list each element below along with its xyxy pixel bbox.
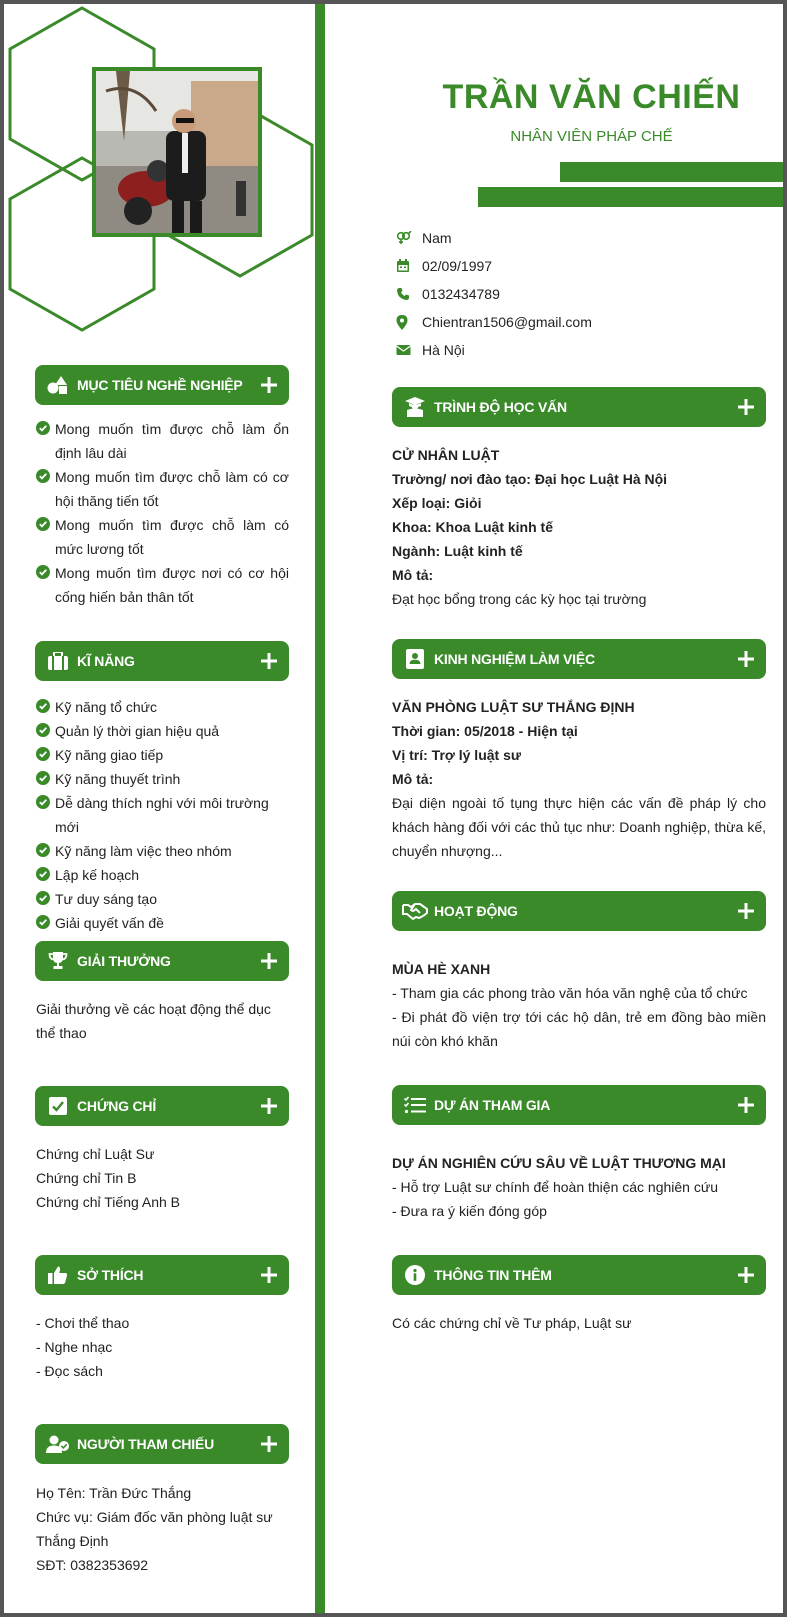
check-circle-icon: [35, 843, 51, 857]
list-item: Giải quyết vấn đề: [35, 911, 295, 935]
reference-name: Họ Tên: Trần Đức Thắng: [36, 1485, 192, 1501]
section-header-awards: GIẢI THƯỞNG: [35, 941, 289, 981]
check-circle-icon: [35, 565, 51, 579]
add-button[interactable]: [249, 653, 289, 669]
contact-info: [396, 224, 756, 364]
add-button[interactable]: [249, 377, 289, 393]
list-item: Mong muốn tìm được chỗ làm ổn định lâu dài: [35, 417, 289, 465]
list-item: Quản lý thời gian hiệu quả: [35, 719, 295, 743]
section-header-activities: HOẠT ĐỘNG: [392, 891, 766, 931]
add-button[interactable]: [726, 651, 766, 667]
add-button[interactable]: [726, 1097, 766, 1113]
id-card-icon: [396, 649, 434, 669]
list-item: Tư duy sáng tạo: [35, 887, 295, 911]
experience-desc-label: Mô tả:: [392, 771, 434, 787]
list-item: Kỹ năng giao tiếp: [35, 743, 295, 767]
section-header-more-info: THÔNG TIN THÊM: [392, 1255, 766, 1295]
list-item: Chứng chỉ Tiếng Anh B: [36, 1194, 181, 1210]
activities-details: [392, 957, 766, 1053]
list-item: Kỹ năng làm việc theo nhóm: [35, 839, 295, 863]
list-item: - Nghe nhạc: [36, 1339, 113, 1355]
contact-text: Chientran1506@gmail.com: [422, 314, 592, 330]
section-header-education: TRÌNH ĐỘ HỌC VẤN: [392, 387, 766, 427]
check-circle-icon: [35, 723, 51, 737]
list-item: - Đọc sách: [36, 1363, 103, 1379]
mail-icon: [396, 344, 422, 356]
add-button[interactable]: [726, 399, 766, 415]
section-header-projects: DỰ ÁN THAM GIA: [392, 1085, 766, 1125]
contact-phone: [396, 280, 756, 308]
add-button[interactable]: [249, 1267, 289, 1283]
education-details: [392, 443, 766, 611]
candidate-name: TRẦN VĂN CHIẾN: [442, 78, 741, 116]
list-item: - Đưa ra ý kiến đóng góp: [392, 1203, 547, 1219]
location-icon: [396, 315, 422, 330]
check-circle-icon: [35, 867, 51, 881]
check-circle-icon: [35, 421, 51, 435]
calendar-icon: [396, 259, 422, 273]
certificates-list: [36, 1142, 290, 1214]
decor-bar: [478, 187, 786, 207]
profile-photo: [92, 67, 262, 237]
project-name: DỰ ÁN NGHIÊN CỨU SÂU VỀ LUẬT THƯƠNG MẠI: [392, 1155, 726, 1171]
section-header-experience: KINH NGHIỆM LÀM VIỆC: [392, 639, 766, 679]
thumbs-up-icon: [39, 1265, 77, 1285]
list-item: Lập kế hoạch: [35, 863, 295, 887]
education-major: Ngành: Luật kinh tế: [392, 543, 523, 559]
job-title: NHÂN VIÊN PHÁP CHẾ: [510, 128, 673, 145]
list-item: Mong muốn tìm được nơi có cơ hội cống hiến bản thân tốt: [35, 561, 289, 609]
check-circle-icon: [35, 469, 51, 483]
shapes-icon: [39, 376, 77, 394]
list-item: Chứng chỉ Luật Sư: [36, 1146, 155, 1162]
reference-info: [36, 1481, 276, 1577]
list-item: - Tham gia các phong trào văn hóa văn nghệ của tổ chức: [392, 985, 748, 1001]
contact-email: [396, 308, 756, 336]
reference-phone: SĐT: 0382353692: [36, 1557, 149, 1573]
education-desc: Đạt học bổng trong các kỳ học tại trường: [392, 591, 647, 607]
experience-position: Vị trí: Trợ lý luật sư: [392, 747, 522, 763]
contact-text: Hà Nội: [422, 342, 465, 358]
activity-name: MÙA HÈ XANH: [392, 961, 491, 977]
add-button[interactable]: [249, 953, 289, 969]
list-item: Kỹ năng thuyết trình: [35, 767, 295, 791]
contact-address: [396, 336, 756, 364]
experience-company: VĂN PHÒNG LUẬT SƯ THẮNG ĐỊNH: [392, 699, 635, 715]
objective-list: [35, 417, 289, 609]
check-circle-icon: [35, 699, 51, 713]
awards-text: Giải thưởng về các hoạt động thể dục thể thao: [36, 1001, 271, 1041]
user-check-icon: [39, 1435, 77, 1453]
list-item: Mong muốn tìm được chỗ làm có mức lương tốt: [35, 513, 289, 561]
projects-details: [392, 1151, 766, 1223]
graduation-cap-icon: [396, 397, 434, 417]
list-item: Mong muốn tìm được chỗ làm có cơ hội thăng tiến tốt: [35, 465, 289, 513]
check-circle-icon: [35, 517, 51, 531]
trophy-icon: [39, 951, 77, 971]
list-item: Chứng chỉ Tin B: [36, 1170, 137, 1186]
section-header-objective: MỤC TIÊU NGHỀ NGHIỆP: [35, 365, 289, 405]
add-button[interactable]: [726, 903, 766, 919]
contact-text: Nam: [422, 230, 452, 246]
section-header-hobbies: SỞ THÍCH: [35, 1255, 289, 1295]
check-circle-icon: [35, 891, 51, 905]
education-faculty: Khoa: Khoa Luật kinh tế: [392, 519, 553, 535]
list-item: - Đi phát đồ viện trợ tới các hộ dân, trẻ em đồng bào miền núi còn khó khăn: [392, 1009, 766, 1049]
education-degree: CỬ NHÂN LUẬT: [392, 447, 500, 463]
check-circle-icon: [35, 771, 51, 785]
experience-time: Thời gian: 05/2018 - Hiện tại: [392, 723, 578, 739]
education-school: Trường/ nơi đào tạo: Đại học Luật Hà Nội: [392, 471, 668, 487]
decor-bar: [560, 162, 786, 182]
section-header-reference: NGƯỜI THAM CHIẾU: [35, 1424, 289, 1464]
check-circle-icon: [35, 915, 51, 929]
section-header-skills: KĨ NĂNG: [35, 641, 289, 681]
list-item: - Chơi thể thao: [36, 1315, 130, 1331]
section-header-certificates: CHỨNG CHỈ: [35, 1086, 289, 1126]
contact-text: 0132434789: [422, 286, 500, 302]
hobbies-list: [36, 1311, 290, 1383]
phone-icon: [396, 287, 422, 301]
check-circle-icon: [35, 795, 51, 809]
gender-icon: [396, 231, 422, 245]
check-square-icon: [39, 1097, 77, 1115]
list-item: - Hỗ trợ Luật sư chính để hoàn thiện các nghiên cứu: [392, 1179, 719, 1195]
education-desc-label: Mô tả:: [392, 567, 434, 583]
check-circle-icon: [35, 747, 51, 761]
list-item: Kỹ năng tổ chức: [35, 695, 295, 719]
skills-list: [35, 695, 295, 935]
experience-details: [392, 695, 766, 863]
add-button[interactable]: [726, 1267, 766, 1283]
checklist-icon: [396, 1096, 434, 1114]
briefcase-icon: [39, 652, 77, 670]
contact-birthday: [396, 252, 756, 280]
more-info-text: Có các chứng chỉ về Tư pháp, Luật sư: [392, 1315, 632, 1331]
experience-desc: Đại diện ngoài tố tụng thực hiện các vấn đề pháp lý cho khách hàng đối với các thủ tục như: Doanh nghiệp, thừa kế, chuyển nhượng...: [392, 795, 766, 859]
add-button[interactable]: [249, 1436, 289, 1452]
contact-gender: [396, 224, 756, 252]
reference-position: Chức vụ: Giám đốc văn phòng luật sư Thắng Định: [36, 1509, 273, 1549]
list-item: Dễ dàng thích nghi với môi trường mới: [35, 791, 295, 839]
contact-text: 02/09/1997: [422, 258, 493, 274]
add-button[interactable]: [249, 1098, 289, 1114]
handshake-icon: [396, 902, 434, 920]
education-rank: Xếp loại: Giỏi: [392, 495, 482, 511]
info-circle-icon: [396, 1265, 434, 1285]
divider-line: [315, 4, 325, 1617]
